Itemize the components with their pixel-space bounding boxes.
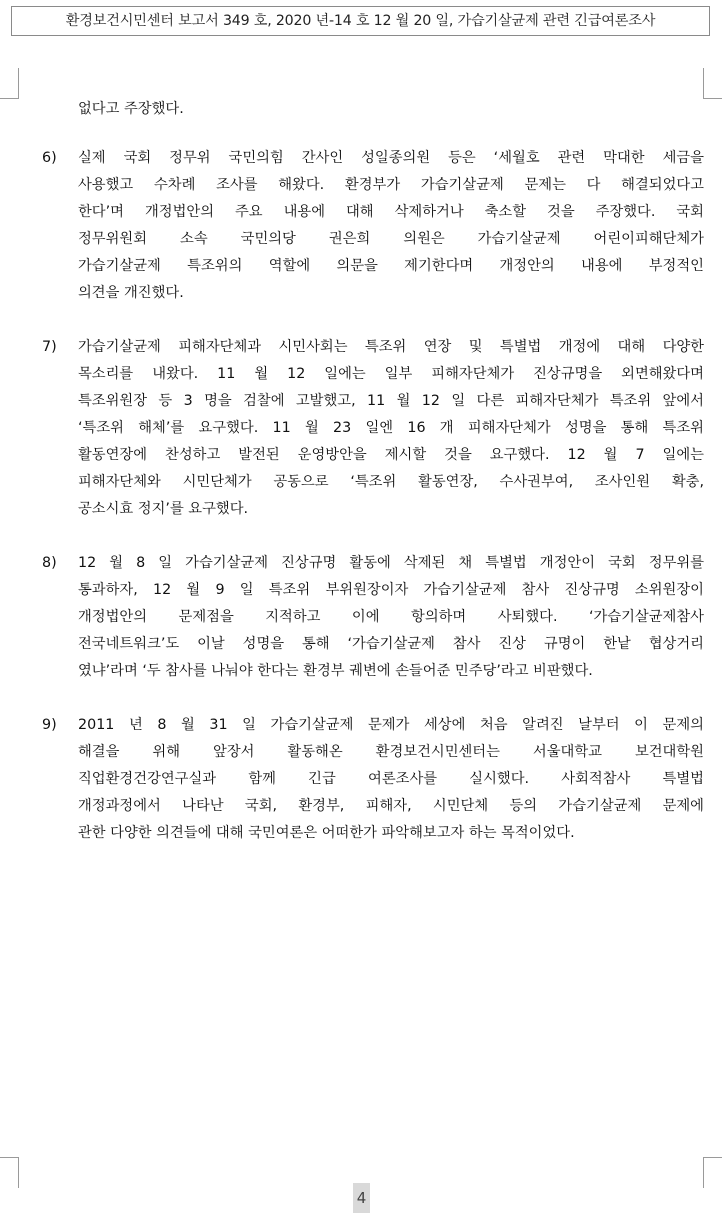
paragraph-line: 피해자단체와 시민단체가 공동으로 ‘특조위 활동연장, 수사권부여, 조사인원 확충,: [78, 474, 704, 490]
paragraph-line: 의견을 개진했다.: [78, 285, 184, 301]
crop-mark-bottom-left: [0, 1157, 19, 1188]
paragraph-line: 관한 다양한 의견들에 대해 국민여론은 어떠한가 파악해보고자 하는 목적이었다.: [78, 825, 575, 841]
continuation-text: 없다고 주장했다.: [78, 101, 184, 117]
document-body: [0, 96, 723, 874]
paragraph-line: 해결을 위해 앞장서 활동해온 환경보건시민센터는 서울대학교 보건대학원: [78, 744, 704, 760]
paragraph-line: 2011 년 8 월 31 일 가습기살균제 문제가 세상에 처음 알려진 날부터 이 문제의: [78, 717, 704, 733]
item-number: 7): [42, 339, 57, 355]
paragraph-line: 실제 국회 정무위 국민의힘 간사인 성일종의원 등은 ‘세월호 관련 막대한 세금을: [78, 150, 704, 166]
paragraph-line: 활동연장에 찬성하고 발전된 운영방안을 제시할 것을 요구했다. 12 월 7 일에는: [78, 447, 704, 463]
list-item-8: [0, 550, 723, 685]
running-header: 환경보건시민센터 보고서 349 호, 2020 년-14 호 12 월 20 일, 가습기살균제 관련 긴급여론조사: [11, 6, 710, 36]
paragraph-line: 12 월 8 일 가습기살균제 진상규명 활동에 삭제된 채 특별법 개정안이 국회 정무위를: [78, 555, 704, 571]
paragraph-line: ‘특조위 해체’를 요구했다. 11 월 23 일엔 16 개 피해자단체가 성명을 통해 특조위: [78, 420, 704, 436]
item-number: 9): [42, 717, 57, 733]
paragraph-line: 개정법안의 문제점을 지적하고 이에 항의하며 사퇴했다. ‘가습기살균제참사: [78, 609, 704, 625]
item-number: 8): [42, 555, 57, 571]
item-paragraph: [78, 550, 704, 685]
item-paragraph: [78, 334, 704, 523]
crop-mark-bottom-right: [703, 1157, 722, 1188]
crop-mark-top-left: [0, 68, 19, 99]
item-paragraph: [78, 712, 704, 847]
paragraph-line: 정무위원회 소속 국민의당 권은희 의원은 가습기살균제 어린이피해단체가: [78, 231, 704, 247]
item-paragraph: [78, 145, 704, 307]
paragraph-line: 였냐’라며 ‘두 참사를 나눠야 한다는 환경부 궤변에 손들어준 민주당’라고 비판했다.: [78, 663, 593, 679]
list-item-9: [0, 712, 723, 847]
paragraph-line: 목소리를 내왔다. 11 월 12 일에는 일부 피해자단체가 진상규명을 외면해왔다며: [78, 366, 704, 382]
paragraph-line: 전국네트워크’도 이날 성명을 통해 ‘가습기살균제 참사 진상 규명이 한낱 협상거리: [78, 636, 704, 652]
list-item-6: [0, 145, 723, 307]
paragraph-line: 한다’며 개정법안의 주요 내용에 대해 삭제하거나 축소할 것을 주장했다. 국회: [78, 204, 704, 220]
paragraph-line: 공소시효 정지’를 요구했다.: [78, 501, 249, 517]
page-number: 4: [353, 1183, 370, 1213]
paragraph-line: 개정과정에서 나타난 국회, 환경부, 피해자, 시민단체 등의 가습기살균제 문제에: [78, 798, 704, 814]
paragraph-line: 사용했고 수차례 조사를 해왔다. 환경부가 가습기살균제 문제는 다 해결되었다고: [78, 177, 704, 193]
paragraph-line: 가습기살균제 피해자단체과 시민사회는 특조위 연장 및 특별법 개정에 대해 다양한: [78, 339, 704, 355]
paragraph-line: 특조위원장 등 3 명을 검찰에 고발했고, 11 월 12 일 다른 피해자단체가 특조위 앞에서: [78, 393, 704, 409]
list-item-7: [0, 334, 723, 523]
crop-mark-top-right: [703, 68, 722, 99]
paragraph-line: 통과하자, 12 월 9 일 특조위 부위원장이자 가습기살균제 참사 진상규명 소위원장이: [78, 582, 704, 598]
item-number: 6): [42, 150, 57, 166]
paragraph-line: 가습기살균제 특조위의 역할에 의문을 제기한다며 개정안의 내용에 부정적인: [78, 258, 704, 274]
paragraph-line: 직업환경건강연구실과 함께 긴급 여론조사를 실시했다. 사회적참사 특별법: [78, 771, 704, 787]
